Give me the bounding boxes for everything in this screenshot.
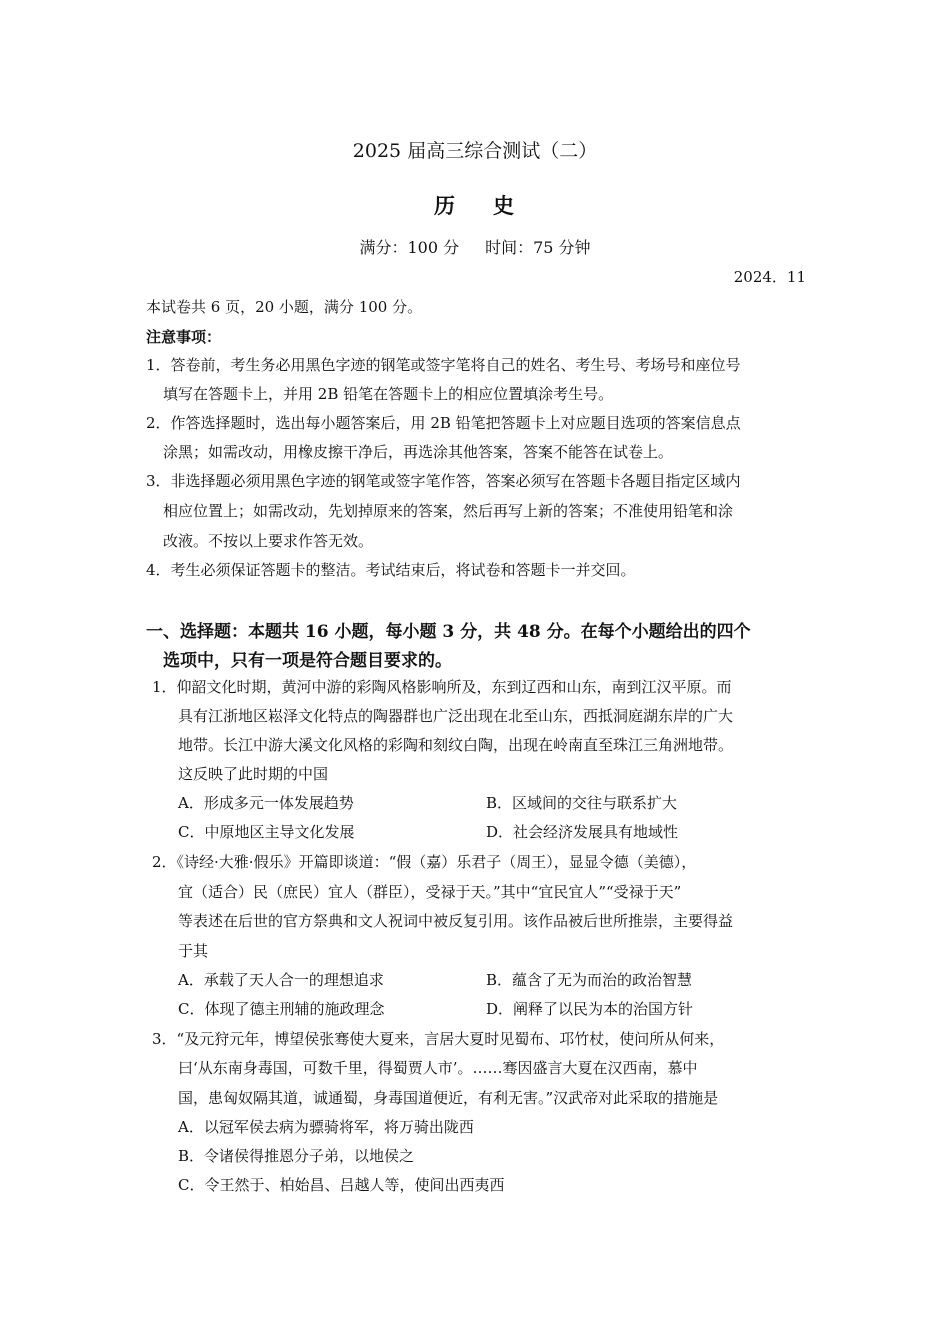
note-line: 改液。不按以上要求作答无效。 [163, 532, 374, 550]
note-line: 涂黑；如需改动，用橡皮擦干净后，再选涂其他答案，答案不能答在试卷上。 [163, 443, 674, 461]
option-c: C．中原地区主导文化发展 [178, 823, 355, 841]
option-d: D．阐释了以民为本的治国方针 [486, 1000, 694, 1018]
question-line: 这反映了此时期的中国 [178, 765, 329, 783]
option-a: A．以冠军侯去病为骠骑将军，将万骑出陇西 [178, 1118, 474, 1136]
option-a: A．承载了天人合一的理想追求 [178, 971, 384, 989]
exam-time: 时间：75 分钟 [485, 238, 591, 257]
option-a: A．形成多元一体发展趋势 [178, 794, 354, 812]
question-line: 曰‘从东南身毒国，可数千里，得蜀贾人市’。……骞因盛言大夏在汉西南，慕中 [178, 1059, 698, 1077]
section-heading: 一、选择题：本题共 16 小题，每小题 3 分，共 48 分。在每个小题给出的四个 [146, 622, 751, 642]
question-line: 2．《诗经·大雅·假乐》开篇即谈道：“假（嘉）乐君子（周王），显显令德（美德）， [152, 853, 697, 871]
note-line: 3．非选择题必须用黑色字迹的钢笔或签字笔作答，答案必须写在答题卡各题目指定区域内 [146, 472, 741, 490]
option-c: C．体现了德主刑辅的施政理念 [178, 1000, 385, 1018]
notes-title: 注意事项： [146, 328, 222, 346]
subject-title: 历 史 [434, 193, 516, 218]
note-line: 1．答卷前，考生务必用黑色字迹的钢笔或签字笔将自己的姓名、考生号、考场号和座位号 [146, 356, 741, 374]
exam-date: 2024．11 [733, 268, 806, 286]
full-score: 满分：100 分 [359, 238, 460, 257]
question-line: 国，患匈奴隔其道，诚通蜀，身毒国道便近，有利无害。”汉武帝对此采取的措施是 [178, 1089, 719, 1107]
question-line: 3．“及元狩元年，博望侯张骞使大夏来，言居大夏时见蜀布、邛竹杖，使问所从何来， [152, 1030, 725, 1048]
option-b: B．蕴含了无为而治的政治智慧 [486, 971, 693, 989]
note-line: 2．作答选择题时，选出每小题答案后，用 2B 铅笔把答题卡上对应题目选项的答案信息点 [146, 414, 741, 432]
question-line: 地带。长江中游大溪文化风格的彩陶和刻纹白陶，出现在岭南直至珠江三角洲地带。 [178, 736, 734, 754]
option-c: C．令王然于、柏始昌、吕越人等，使间出西夷西 [178, 1176, 505, 1194]
option-b: B．区域间的交往与联系扩大 [486, 794, 678, 812]
question-line: 宜（适合）民（庶民）宜人（群臣），受禄于天。”其中“宜民宜人”“受禄于天” [178, 883, 682, 901]
question-line: 1．仰韶文化时期，黄河中游的彩陶风格影响所及，东到辽西和山东，南到江汉平原。而 [152, 678, 732, 696]
note-line: 填写在答题卡上，并用 2B 铅笔在答题卡上的相应位置填涂考生号。 [163, 385, 614, 403]
exam-title: 2025 届高三综合测试（二） [352, 140, 598, 162]
question-line: 等表述在后世的官方祭典和文人祝词中被反复引用。该作品被后世所推崇，主要得益 [178, 912, 734, 930]
section-heading: 选项中，只有一项是符合题目要求的。 [163, 651, 452, 671]
exam-meta [0, 235, 950, 258]
note-line: 相应位置上；如需改动，先划掉原来的答案，然后再写上新的答案；不准使用铅笔和涂 [163, 502, 734, 520]
option-d: D．社会经济发展具有地域性 [486, 823, 679, 841]
option-b: B．令诸侯得推恩分子弟，以地侯之 [178, 1147, 415, 1165]
question-line: 于其 [178, 942, 209, 960]
question-line: 具有江浙地区崧泽文化特点的陶器群也广泛出现在北至山东，西抵洞庭湖东岸的广大 [178, 707, 734, 725]
note-line: 4．考生必须保证答题卡的整洁。考试结束后，将试卷和答题卡一并交回。 [146, 561, 636, 579]
intro-summary: 本试卷共 6 页，20 小题，满分 100 分。 [146, 298, 423, 316]
